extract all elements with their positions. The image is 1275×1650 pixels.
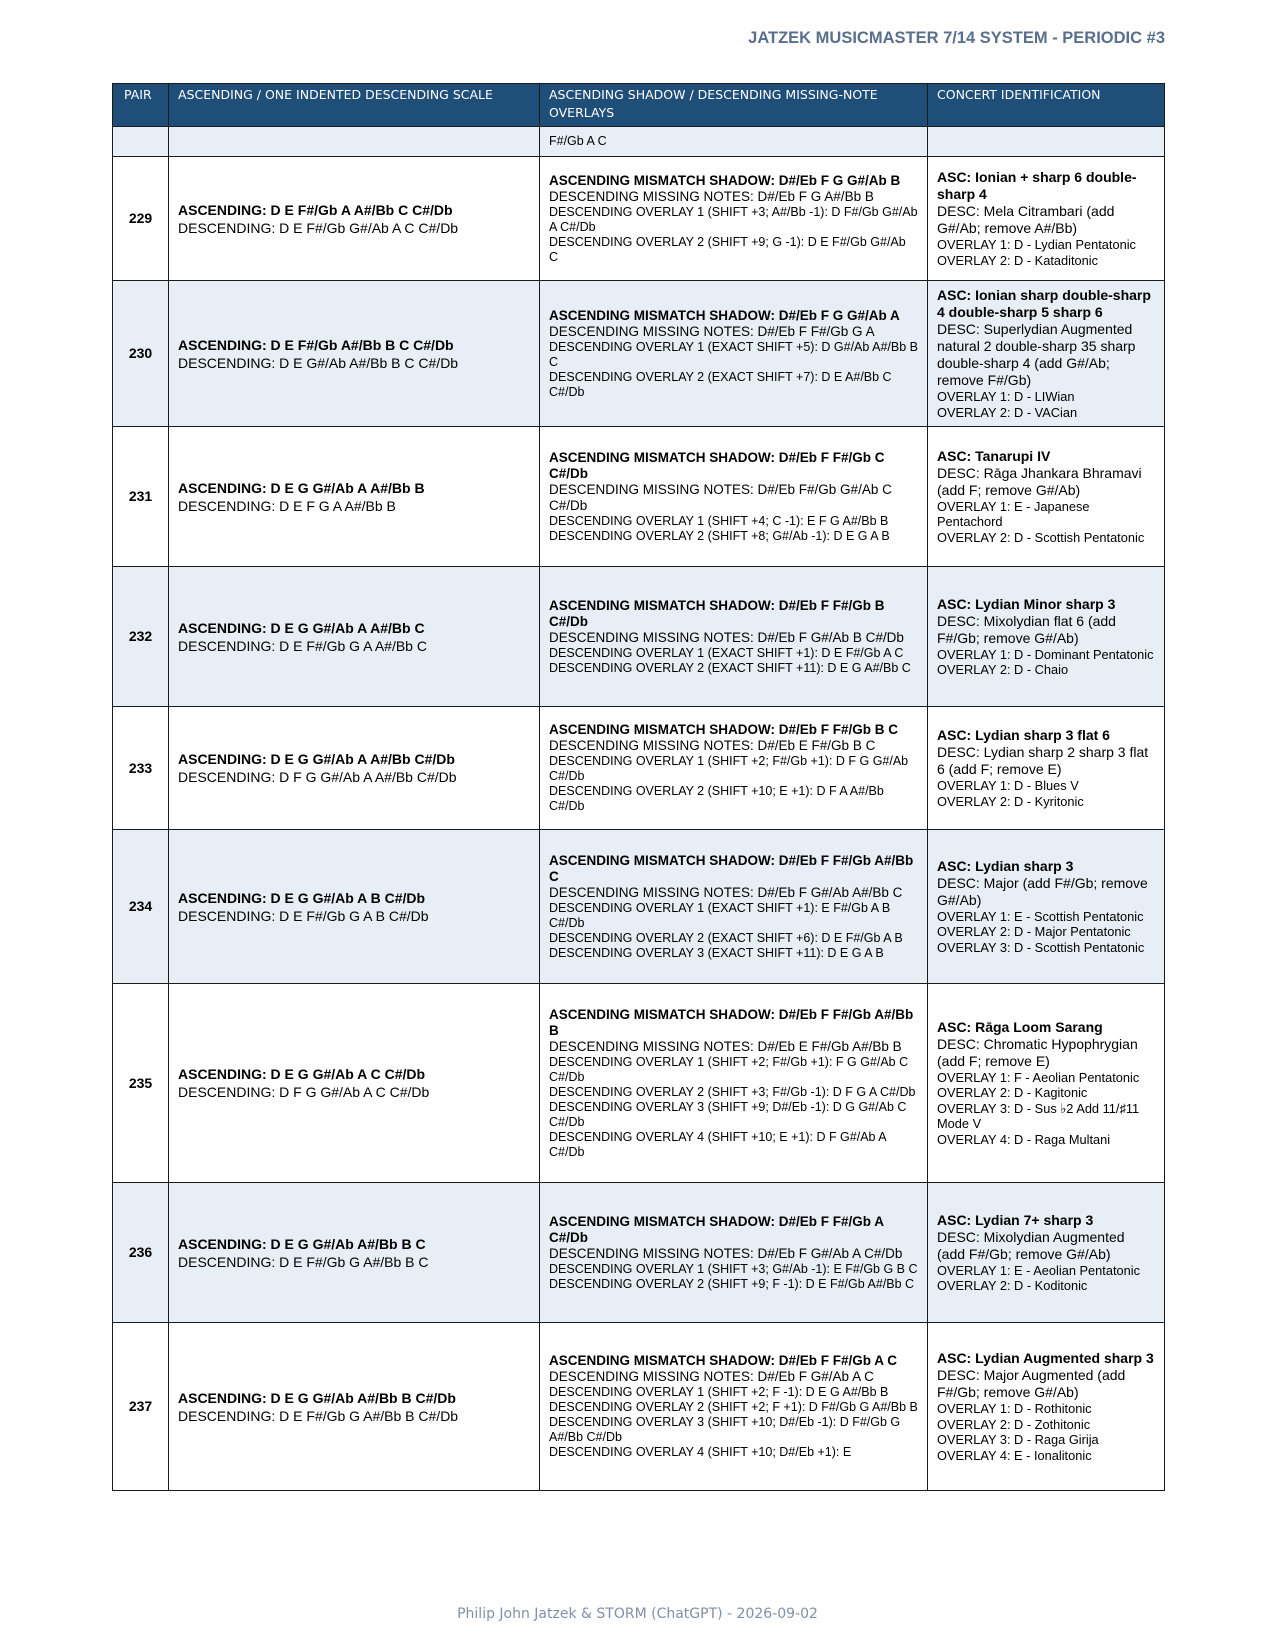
ascending-scale: ASCENDING: D E G G#/Ab A#/Bb B C bbox=[178, 1235, 426, 1252]
overlay-identification: OVERLAY 1: E - Aeolian Pentatonic bbox=[937, 1262, 1140, 1278]
scale-cell bbox=[169, 707, 540, 830]
overlay-identification: OVERLAY 2: D - VACian bbox=[937, 404, 1078, 420]
desc-identification: DESC: Major Augmented (add F#/Gb; remove G#/Ab) bbox=[937, 1367, 1126, 1400]
desc-identification: DESC: Mixolydian Augmented (add F#/Gb; remove G#/Ab) bbox=[937, 1228, 1125, 1262]
overlay-identification: OVERLAY 1: D - Rothitonic bbox=[937, 1401, 1092, 1416]
asc-identification: ASC: Ionian sharp double-sharp 4 double-sharp 5 sharp 6 bbox=[937, 287, 1151, 320]
overlay-identification: OVERLAY 3: D - Raga Girija bbox=[937, 1432, 1099, 1447]
desc-identification: DESC: Chromatic Hypophrygian (add F; remove E) bbox=[937, 1035, 1138, 1069]
col-header-shadow: ASCENDING SHADOW / DESCENDING MISSING-NOTE OVERLAYS bbox=[540, 84, 928, 127]
overlay-identification: OVERLAY 4: E - Ionalitonic bbox=[937, 1447, 1092, 1463]
descending-overlay: DESCENDING OVERLAY 2 (SHIFT +10; E +1): D F A A#/Bb C#/Db bbox=[549, 784, 884, 813]
shadow-cell bbox=[540, 1183, 928, 1323]
descending-scale: DESCENDING: D E F#/Gb G A#/Bb B C#/Db bbox=[178, 1407, 459, 1424]
scale-cell bbox=[169, 984, 540, 1183]
overlay-identification: OVERLAY 2: D - Kyritonic bbox=[937, 793, 1084, 809]
ascending-scale: ASCENDING: D E G G#/Ab A A#/Bb B bbox=[178, 479, 425, 496]
table-row bbox=[113, 427, 1165, 567]
mismatch-shadow: ASCENDING MISMATCH SHADOW: D#/Eb F F#/Gb C C#/Db bbox=[549, 449, 885, 481]
descending-scale: DESCENDING: D E F#/Gb G A A#/Bb C bbox=[178, 637, 427, 654]
asc-identification: ASC: Lydian sharp 3 flat 6 bbox=[937, 727, 1110, 743]
concert-cell bbox=[928, 1183, 1165, 1323]
ascending-scale: ASCENDING: D E G G#/Ab A B C#/Db bbox=[178, 889, 426, 906]
descending-scale: DESCENDING: D E F#/Gb G A B C#/Db bbox=[178, 907, 429, 924]
descending-overlay: DESCENDING OVERLAY 1 (SHIFT +3; G#/Ab -1): E F#/Gb G B C bbox=[549, 1261, 918, 1276]
asc-identification: ASC: Lydian Augmented sharp 3 bbox=[937, 1350, 1154, 1366]
descending-overlay: DESCENDING OVERLAY 3 (SHIFT +10; D#/Eb -1): D F#/Gb G A#/Bb C#/Db bbox=[549, 1415, 901, 1444]
scale-cell bbox=[169, 157, 540, 281]
pair-number: 237 bbox=[113, 1323, 169, 1491]
descending-overlay: DESCENDING OVERLAY 3 (SHIFT +9; D#/Eb -1): D G G#/Ab C C#/Db bbox=[549, 1099, 907, 1129]
concert-cell bbox=[928, 281, 1165, 427]
pair-number: 235 bbox=[113, 984, 169, 1183]
overlay-identification: OVERLAY 2: D - Scottish Pentatonic bbox=[937, 529, 1145, 545]
shadow-cell bbox=[540, 281, 928, 427]
descending-overlay: DESCENDING OVERLAY 3 (EXACT SHIFT +11): D E G A B bbox=[549, 945, 884, 960]
mismatch-shadow: ASCENDING MISMATCH SHADOW: D#/Eb F G G#/Ab B bbox=[549, 172, 901, 188]
descending-scale: DESCENDING: D E F#/Gb G A#/Bb B C bbox=[178, 1253, 429, 1270]
descending-overlay: DESCENDING OVERLAY 2 (EXACT SHIFT +7): D E A#/Bb C C#/Db bbox=[549, 369, 892, 399]
mismatch-shadow: ASCENDING MISMATCH SHADOW: D#/Eb F F#/Gb A#/Bb C bbox=[549, 852, 914, 884]
scale-cell bbox=[169, 567, 540, 707]
asc-identification: ASC: Lydian Minor sharp 3 bbox=[937, 595, 1116, 612]
col-header-scale: ASCENDING / ONE INDENTED DESCENDING SCALE bbox=[169, 84, 540, 127]
shadow-cell bbox=[540, 567, 928, 707]
descending-overlay: DESCENDING OVERLAY 1 (EXACT SHIFT +1): D E F#/Gb A C bbox=[549, 645, 904, 660]
overlay-identification: OVERLAY 3: D - Sus ♭2 Add 11/♯11 Mode V bbox=[937, 1100, 1140, 1132]
overlay-identification: OVERLAY 1: D - Dominant Pentatonic bbox=[937, 646, 1154, 662]
col-header-concert: CONCERT IDENTIFICATION bbox=[928, 84, 1165, 127]
descending-overlay: DESCENDING OVERLAY 2 (EXACT SHIFT +6): D E F#/Gb A B bbox=[549, 930, 903, 945]
descending-overlay: DESCENDING OVERLAY 1 (EXACT SHIFT +5): D G#/Ab A#/Bb B C bbox=[549, 339, 918, 369]
pair-number: 233 bbox=[113, 707, 169, 830]
overlay-identification: OVERLAY 2: D - Koditonic bbox=[937, 1278, 1088, 1293]
table-cell bbox=[169, 127, 540, 157]
scale-table bbox=[112, 83, 1165, 1491]
scale-cell bbox=[169, 427, 540, 567]
overlay-identification: OVERLAY 1: D - Lydian Pentatonic bbox=[937, 237, 1136, 252]
descending-overlay: DESCENDING OVERLAY 4 (SHIFT +10; D#/Eb +1): E bbox=[549, 1445, 852, 1459]
overlay-identification: OVERLAY 1: E - Scottish Pentatonic bbox=[937, 908, 1144, 924]
overlay-identification: OVERLAY 2: D - Chaio bbox=[937, 662, 1069, 677]
descending-overlay: DESCENDING OVERLAY 2 (EXACT SHIFT +11): D E G A#/Bb C bbox=[549, 660, 911, 675]
mismatch-shadow: ASCENDING MISMATCH SHADOW: D#/Eb F F#/Gb A#/Bb B bbox=[549, 1006, 914, 1038]
descending-scale: DESCENDING: D F G G#/Ab A C C#/Db bbox=[178, 1084, 430, 1100]
continuation-row bbox=[113, 127, 1165, 157]
asc-identification: ASC: Rāga Loom Sarang bbox=[937, 1018, 1103, 1035]
ascending-scale: ASCENDING: D E G G#/Ab A A#/Bb C#/Db bbox=[178, 751, 455, 767]
shadow-cell bbox=[540, 707, 928, 830]
missing-notes: DESCENDING MISSING NOTES: D#/Eb F G#/Ab A#/Bb C bbox=[549, 884, 903, 900]
scale-cell bbox=[169, 1323, 540, 1491]
descending-overlay: DESCENDING OVERLAY 4 (SHIFT +10; E +1): D F G#/Ab A C#/Db bbox=[549, 1129, 886, 1159]
missing-notes: DESCENDING MISSING NOTES: D#/Eb F#/Gb G#/Ab C C#/Db bbox=[549, 481, 892, 513]
descending-overlay: DESCENDING OVERLAY 1 (SHIFT +3; A#/Bb -1): D F#/Gb G#/Ab A C#/Db bbox=[549, 204, 918, 234]
ascending-scale: ASCENDING: D E F#/Gb A#/Bb B C C#/Db bbox=[178, 336, 454, 353]
concert-cell bbox=[928, 1323, 1165, 1491]
asc-identification: ASC: Tanarupi IV bbox=[937, 447, 1051, 464]
table-cell bbox=[113, 127, 169, 157]
missing-notes: DESCENDING MISSING NOTES: D#/Eb E F#/Gb A#/Bb B bbox=[549, 1038, 902, 1054]
concert-cell bbox=[928, 830, 1165, 984]
descending-overlay: DESCENDING OVERLAY 2 (SHIFT +2; F +1): D F#/Gb G A#/Bb B bbox=[549, 1400, 918, 1414]
asc-identification: ASC: Lydian sharp 3 bbox=[937, 857, 1074, 874]
pair-number: 231 bbox=[113, 427, 169, 567]
mismatch-shadow: ASCENDING MISMATCH SHADOW: D#/Eb F G G#/Ab A bbox=[549, 307, 900, 323]
descending-overlay: DESCENDING OVERLAY 1 (SHIFT +2; F#/Gb +1): D F G G#/Ab C#/Db bbox=[549, 754, 909, 783]
scale-cell bbox=[169, 281, 540, 427]
overlay-identification: OVERLAY 4: D - Raga Multani bbox=[937, 1131, 1111, 1147]
overlay-identification: OVERLAY 1: F - Aeolian Pentatonic bbox=[937, 1069, 1140, 1085]
shadow-cell bbox=[540, 1323, 928, 1491]
shadow-cell bbox=[540, 157, 928, 281]
concert-cell bbox=[928, 984, 1165, 1183]
table-row bbox=[113, 157, 1165, 281]
descending-overlay: DESCENDING OVERLAY 1 (EXACT SHIFT +1): E F#/Gb A B C#/Db bbox=[549, 900, 891, 930]
missing-notes: DESCENDING MISSING NOTES: D#/Eb F G#/Ab A C#/Db bbox=[549, 1245, 903, 1261]
table-row bbox=[113, 281, 1165, 427]
descending-overlay: DESCENDING OVERLAY 2 (SHIFT +9; F -1): D E F#/Gb A#/Bb C bbox=[549, 1276, 915, 1291]
desc-identification: DESC: Mixolydian flat 6 (add F#/Gb; remove G#/Ab) bbox=[937, 612, 1116, 646]
table-row bbox=[113, 830, 1165, 984]
overlay-identification: OVERLAY 1: D - Blues V bbox=[937, 778, 1079, 793]
ascending-scale: ASCENDING: D E G G#/Ab A#/Bb B C#/Db bbox=[178, 1389, 456, 1406]
descending-scale: DESCENDING: D F G G#/Ab A A#/Bb C#/Db bbox=[178, 769, 457, 785]
col-header-pair: PAIR bbox=[113, 84, 169, 127]
shadow-cell bbox=[540, 830, 928, 984]
desc-identification: DESC: Lydian sharp 2 sharp 3 flat 6 (add F; remove E) bbox=[937, 744, 1149, 777]
missing-notes: DESCENDING MISSING NOTES: D#/Eb F G#/Ab A C bbox=[549, 1369, 874, 1384]
overlay-identification: OVERLAY 2: D - Major Pentatonic bbox=[937, 924, 1131, 940]
desc-identification: DESC: Superlydian Augmented natural 2 double-sharp 35 sharp double-sharp 4 (add G#/Ab; remove F#/Gb) bbox=[937, 321, 1136, 388]
descending-overlay: DESCENDING OVERLAY 2 (SHIFT +8; G#/Ab -1): D E G A B bbox=[549, 528, 890, 543]
descending-overlay: DESCENDING OVERLAY 2 (SHIFT +3; F#/Gb -1): D F G A C#/Db bbox=[549, 1084, 916, 1099]
desc-identification: DESC: Major (add F#/Gb; remove G#/Ab) bbox=[937, 874, 1148, 908]
table-row bbox=[113, 1323, 1165, 1491]
scale-cell bbox=[169, 1183, 540, 1323]
asc-identification: ASC: Ionian + sharp 6 double-sharp 4 bbox=[937, 169, 1137, 202]
table-row bbox=[113, 1183, 1165, 1323]
concert-cell bbox=[928, 567, 1165, 707]
missing-notes: DESCENDING MISSING NOTES: D#/Eb F F#/Gb G A bbox=[549, 323, 875, 339]
overlay-identification: OVERLAY 2: D - Kataditonic bbox=[937, 252, 1098, 268]
descending-overlay: DESCENDING OVERLAY 2 (SHIFT +9; G -1): D E F#/Gb G#/Ab C bbox=[549, 234, 906, 264]
descending-overlay: DESCENDING OVERLAY 1 (SHIFT +2; F -1): D E G A#/Bb B bbox=[549, 1385, 889, 1399]
shadow-cell bbox=[540, 984, 928, 1183]
shadow-cell bbox=[540, 427, 928, 567]
descending-overlay: DESCENDING OVERLAY 1 (SHIFT +4; C -1): E F G A#/Bb B bbox=[549, 513, 889, 528]
continuation-cell: F#/Gb A C bbox=[540, 127, 928, 157]
overlay-identification: OVERLAY 2: D - Kagitonic bbox=[937, 1085, 1088, 1101]
pair-number: 230 bbox=[113, 281, 169, 427]
desc-identification: DESC: Mela Citrambari (add G#/Ab; remove A#/Bb) bbox=[937, 203, 1115, 236]
concert-cell bbox=[928, 427, 1165, 567]
desc-identification: DESC: Rāga Jhankara Bhramavi (add F; remove G#/Ab) bbox=[937, 464, 1142, 498]
table-cell bbox=[928, 127, 1165, 157]
overlay-identification: OVERLAY 2: D - Zothitonic bbox=[937, 1416, 1091, 1432]
pair-number: 234 bbox=[113, 830, 169, 984]
overlay-identification: OVERLAY 3: D - Scottish Pentatonic bbox=[937, 939, 1145, 955]
mismatch-shadow: ASCENDING MISMATCH SHADOW: D#/Eb F F#/Gb B C#/Db bbox=[549, 597, 885, 629]
asc-identification: ASC: Lydian 7+ sharp 3 bbox=[937, 1211, 1094, 1228]
scale-cell bbox=[169, 830, 540, 984]
table-header-row bbox=[113, 84, 1165, 127]
table-row bbox=[113, 707, 1165, 830]
mismatch-shadow: ASCENDING MISMATCH SHADOW: D#/Eb F F#/Gb A C#/Db bbox=[549, 1213, 884, 1245]
mismatch-shadow: ASCENDING MISMATCH SHADOW: D#/Eb F F#/Gb A C bbox=[549, 1353, 898, 1368]
missing-notes: DESCENDING MISSING NOTES: D#/Eb F G A#/Bb B bbox=[549, 188, 874, 204]
ascending-scale: ASCENDING: D E G G#/Ab A C C#/Db bbox=[178, 1066, 426, 1082]
descending-scale: DESCENDING: D E F G A A#/Bb B bbox=[178, 497, 396, 514]
pair-number: 236 bbox=[113, 1183, 169, 1323]
pair-number: 232 bbox=[113, 567, 169, 707]
pair-number: 229 bbox=[113, 157, 169, 281]
concert-cell bbox=[928, 157, 1165, 281]
descending-scale: DESCENDING: D E F#/Gb G#/Ab A C C#/Db bbox=[178, 219, 459, 236]
ascending-scale: ASCENDING: D E F#/Gb A A#/Bb C C#/Db bbox=[178, 201, 453, 218]
overlay-identification: OVERLAY 1: E - Japanese Pentachord bbox=[937, 498, 1090, 530]
page-footer: Philip John Jatzek & STORM (ChatGPT) - 2026-09-02 bbox=[457, 1606, 818, 1622]
concert-cell bbox=[928, 707, 1165, 830]
descending-overlay: DESCENDING OVERLAY 1 (SHIFT +2; F#/Gb +1): F G G#/Ab C C#/Db bbox=[549, 1054, 909, 1084]
overlay-identification: OVERLAY 1: D - LIWian bbox=[937, 389, 1075, 404]
ascending-scale: ASCENDING: D E G G#/Ab A A#/Bb C bbox=[178, 619, 425, 636]
missing-notes: DESCENDING MISSING NOTES: D#/Eb F G#/Ab B C#/Db bbox=[549, 629, 904, 645]
table-row bbox=[113, 984, 1165, 1183]
missing-notes: DESCENDING MISSING NOTES: D#/Eb E F#/Gb B C bbox=[549, 738, 876, 753]
mismatch-shadow: ASCENDING MISMATCH SHADOW: D#/Eb F F#/Gb B C bbox=[549, 722, 899, 737]
page-title: JATZEK MUSICMASTER 7/14 SYSTEM - PERIODIC #3 bbox=[748, 29, 1165, 47]
descending-scale: DESCENDING: D E G#/Ab A#/Bb B C C#/Db bbox=[178, 354, 459, 371]
table-row bbox=[113, 567, 1165, 707]
